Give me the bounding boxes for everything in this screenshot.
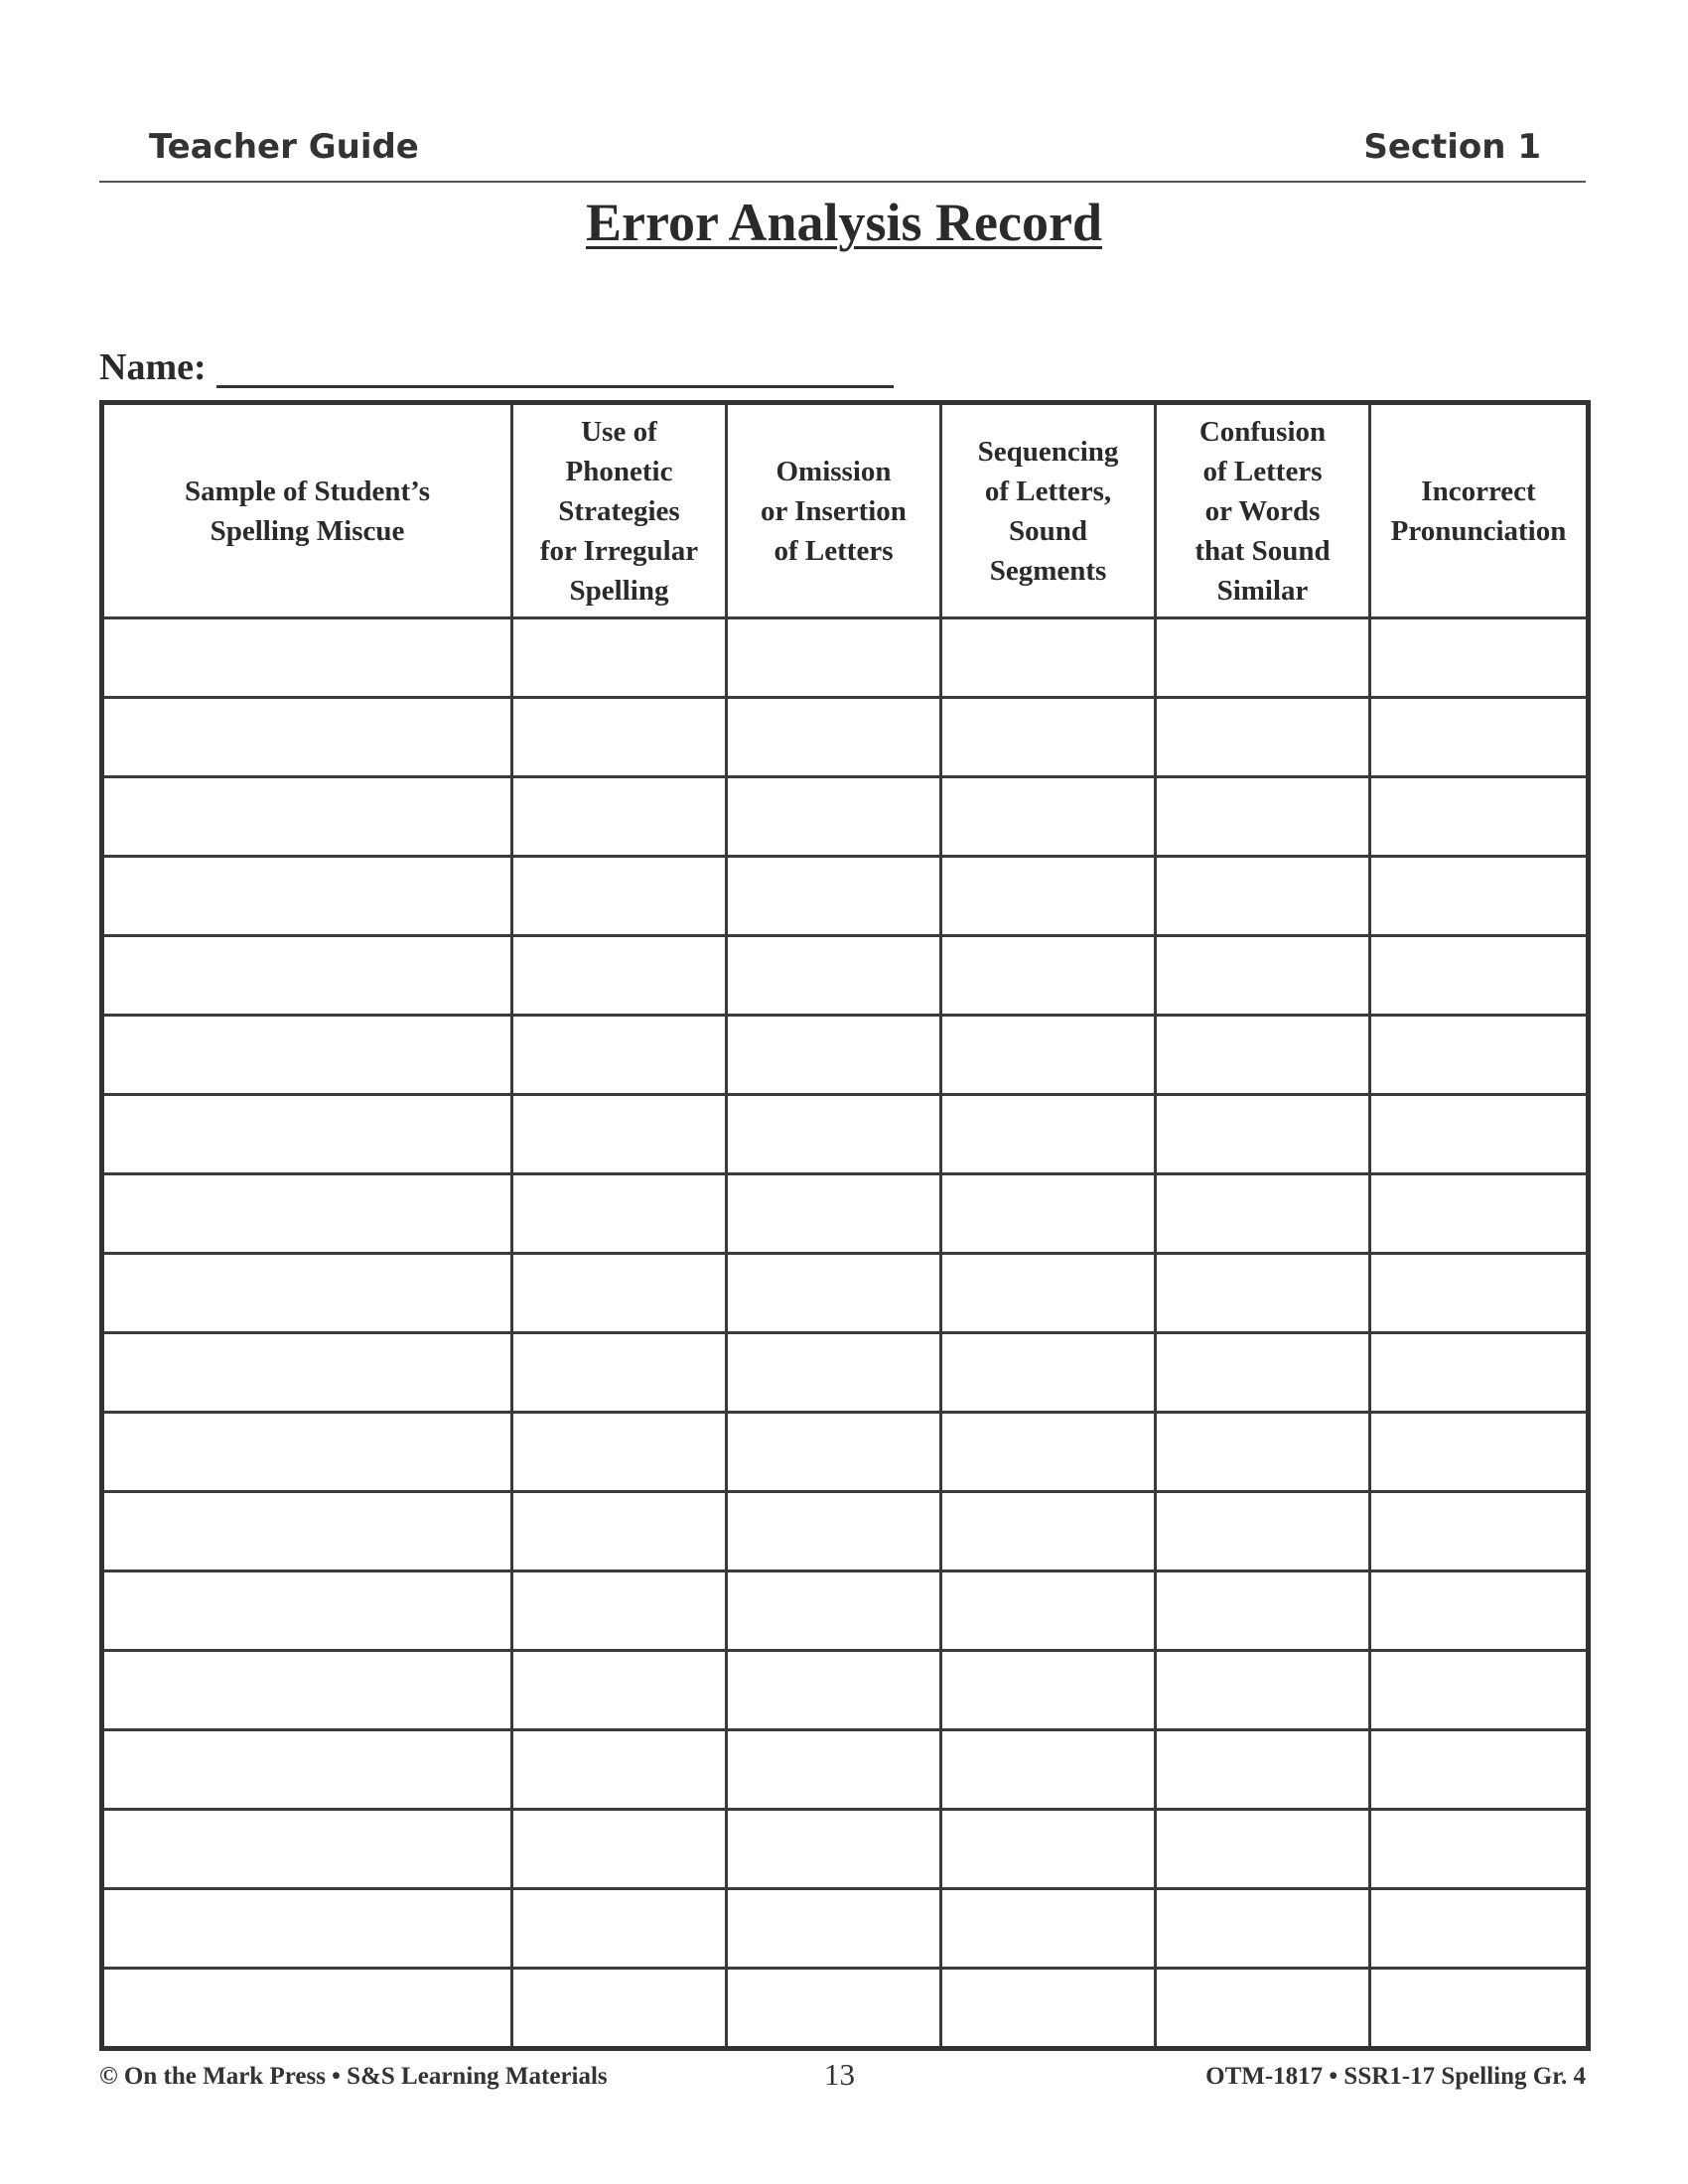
header-section-label: Section 1 bbox=[1363, 127, 1541, 167]
table-row bbox=[102, 1810, 1589, 1889]
table-cell[interactable] bbox=[1370, 1730, 1589, 1810]
table-cell[interactable] bbox=[102, 1413, 512, 1492]
table-cell[interactable] bbox=[102, 1254, 512, 1333]
table-cell[interactable] bbox=[102, 698, 512, 777]
table-cell[interactable] bbox=[1156, 1413, 1370, 1492]
table-cell[interactable] bbox=[941, 698, 1156, 777]
table-row bbox=[102, 1333, 1589, 1413]
page-footer bbox=[99, 2057, 1586, 2097]
table-cell[interactable] bbox=[1370, 1095, 1589, 1174]
table-row bbox=[102, 777, 1589, 857]
table-cell[interactable] bbox=[1156, 1254, 1370, 1333]
table-row bbox=[102, 936, 1589, 1016]
table-row bbox=[102, 1571, 1589, 1651]
table-cell[interactable] bbox=[512, 1730, 727, 1810]
table-cell[interactable] bbox=[102, 1889, 512, 1969]
column-header-confusion: Confusion of Letters or Words that Sound Similar bbox=[1156, 403, 1370, 618]
name-label: Name: bbox=[99, 346, 207, 388]
table-cell[interactable] bbox=[1370, 1016, 1589, 1095]
table-cell[interactable] bbox=[512, 1492, 727, 1571]
table-cell[interactable] bbox=[1370, 1333, 1589, 1413]
table-cell[interactable] bbox=[1370, 1492, 1589, 1571]
table-cell[interactable] bbox=[1370, 1174, 1589, 1254]
table-cell[interactable] bbox=[727, 1413, 941, 1492]
table-cell[interactable] bbox=[1370, 777, 1589, 857]
table-cell[interactable] bbox=[941, 1333, 1156, 1413]
table-cell[interactable] bbox=[1156, 1016, 1370, 1095]
table-cell[interactable] bbox=[727, 698, 941, 777]
table-cell[interactable] bbox=[512, 1333, 727, 1413]
table-cell[interactable] bbox=[1370, 1889, 1589, 1969]
table-cell[interactable] bbox=[727, 1969, 941, 2049]
table-cell[interactable] bbox=[941, 1730, 1156, 1810]
table-cell[interactable] bbox=[727, 618, 941, 698]
table-cell[interactable] bbox=[512, 698, 727, 777]
table-row bbox=[102, 1969, 1589, 2049]
table-cell[interactable] bbox=[512, 1413, 727, 1492]
table-row bbox=[102, 1413, 1589, 1492]
table-cell[interactable] bbox=[1156, 1889, 1370, 1969]
table-row bbox=[102, 1016, 1589, 1095]
table-cell[interactable] bbox=[1370, 1651, 1589, 1730]
table-cell[interactable] bbox=[102, 1571, 512, 1651]
column-header-sequencing: Sequencing of Letters, Sound Segments bbox=[941, 403, 1156, 618]
table-cell[interactable] bbox=[727, 1492, 941, 1571]
table-cell[interactable] bbox=[941, 1969, 1156, 2049]
table-cell[interactable] bbox=[1156, 936, 1370, 1016]
table-cell[interactable] bbox=[1156, 777, 1370, 857]
table-cell[interactable] bbox=[1156, 1730, 1370, 1810]
table-cell[interactable] bbox=[1156, 1174, 1370, 1254]
table-cell[interactable] bbox=[512, 857, 727, 936]
page-title: Error Analysis Record bbox=[586, 193, 1102, 252]
name-row bbox=[99, 345, 894, 390]
table-cell[interactable] bbox=[727, 1333, 941, 1413]
footer-product-code: OTM-1817 • SSR1-17 Spelling Gr. 4 bbox=[1205, 2063, 1586, 2090]
table-cell[interactable] bbox=[102, 1095, 512, 1174]
table-cell[interactable] bbox=[727, 1889, 941, 1969]
column-header-pronunciation: Incorrect Pronunciation bbox=[1370, 403, 1589, 618]
table-cell[interactable] bbox=[727, 1571, 941, 1651]
table-cell[interactable] bbox=[102, 1810, 512, 1889]
table-cell[interactable] bbox=[512, 1095, 727, 1174]
page-number: 13 bbox=[824, 2057, 855, 2092]
table-row bbox=[102, 1174, 1589, 1254]
table-cell[interactable] bbox=[1156, 1492, 1370, 1571]
name-field[interactable] bbox=[216, 385, 894, 388]
table-cell[interactable] bbox=[941, 1016, 1156, 1095]
page-header bbox=[99, 127, 1586, 183]
table-cell[interactable] bbox=[941, 1651, 1156, 1730]
table-cell[interactable] bbox=[1156, 1333, 1370, 1413]
table-cell[interactable] bbox=[102, 1492, 512, 1571]
table-row bbox=[102, 1889, 1589, 1969]
table-cell[interactable] bbox=[1156, 698, 1370, 777]
table-cell[interactable] bbox=[727, 1810, 941, 1889]
table-row bbox=[102, 857, 1589, 936]
table-row bbox=[102, 1730, 1589, 1810]
table-cell[interactable] bbox=[102, 936, 512, 1016]
table-cell[interactable] bbox=[1156, 1571, 1370, 1651]
table-cell[interactable] bbox=[1156, 1095, 1370, 1174]
table-cell[interactable] bbox=[941, 1174, 1156, 1254]
table-cell[interactable] bbox=[1370, 1810, 1589, 1889]
table-row bbox=[102, 1254, 1589, 1333]
table-cell[interactable] bbox=[1156, 618, 1370, 698]
table-cell[interactable] bbox=[941, 1492, 1156, 1571]
table-cell[interactable] bbox=[512, 618, 727, 698]
table-cell[interactable] bbox=[727, 1095, 941, 1174]
table-cell[interactable] bbox=[941, 618, 1156, 698]
table-cell[interactable] bbox=[1156, 857, 1370, 936]
table-cell[interactable] bbox=[1370, 1571, 1589, 1651]
table-cell[interactable] bbox=[941, 936, 1156, 1016]
table-cell[interactable] bbox=[941, 1889, 1156, 1969]
error-analysis-table bbox=[99, 400, 1591, 2051]
table-cell[interactable] bbox=[1370, 936, 1589, 1016]
footer-publisher: © On the Mark Press • S&S Learning Materials bbox=[99, 2063, 608, 2090]
table-row bbox=[102, 618, 1589, 698]
table-cell[interactable] bbox=[102, 618, 512, 698]
table-cell[interactable] bbox=[102, 857, 512, 936]
table-cell[interactable] bbox=[727, 936, 941, 1016]
table-cell[interactable] bbox=[727, 1730, 941, 1810]
table-cell[interactable] bbox=[727, 1016, 941, 1095]
table-cell[interactable] bbox=[1156, 1651, 1370, 1730]
table-cell[interactable] bbox=[102, 1969, 512, 2049]
table-cell[interactable] bbox=[512, 1889, 727, 1969]
table-cell[interactable] bbox=[727, 1651, 941, 1730]
table-cell[interactable] bbox=[512, 1174, 727, 1254]
table-cell[interactable] bbox=[1370, 698, 1589, 777]
table-cell[interactable] bbox=[512, 777, 727, 857]
table-cell[interactable] bbox=[1156, 1810, 1370, 1889]
table-body bbox=[102, 618, 1589, 2049]
table-cell[interactable] bbox=[727, 1174, 941, 1254]
header-guide-label: Teacher Guide bbox=[149, 127, 419, 167]
table-cell[interactable] bbox=[1370, 618, 1589, 698]
table-cell[interactable] bbox=[512, 1571, 727, 1651]
table-cell[interactable] bbox=[512, 1254, 727, 1333]
column-header-phonetic: Use of Phonetic Strategies for Irregular Spelling bbox=[512, 403, 727, 618]
table-cell[interactable] bbox=[512, 1651, 727, 1730]
table-cell[interactable] bbox=[1370, 1254, 1589, 1333]
table-row bbox=[102, 1492, 1589, 1571]
table-cell[interactable] bbox=[941, 777, 1156, 857]
table-cell[interactable] bbox=[102, 1174, 512, 1254]
table-cell[interactable] bbox=[1370, 1969, 1589, 2049]
table-row bbox=[102, 698, 1589, 777]
table-cell[interactable] bbox=[102, 1016, 512, 1095]
table-cell[interactable] bbox=[512, 936, 727, 1016]
table-cell[interactable] bbox=[512, 1016, 727, 1095]
column-header-sample: Sample of Student’s Spelling Miscue bbox=[102, 403, 512, 618]
table-cell[interactable] bbox=[941, 1413, 1156, 1492]
table-cell[interactable] bbox=[102, 1730, 512, 1810]
table-cell[interactable] bbox=[941, 857, 1156, 936]
table-cell[interactable] bbox=[941, 1254, 1156, 1333]
table-cell[interactable] bbox=[727, 1254, 941, 1333]
table-cell[interactable] bbox=[941, 1810, 1156, 1889]
table-cell[interactable] bbox=[1370, 857, 1589, 936]
table-cell[interactable] bbox=[727, 857, 941, 936]
table-cell[interactable] bbox=[512, 1969, 727, 2049]
table-cell[interactable] bbox=[512, 1810, 727, 1889]
table-row bbox=[102, 1095, 1589, 1174]
table-row bbox=[102, 1651, 1589, 1730]
table-cell[interactable] bbox=[1370, 1413, 1589, 1492]
table-cell[interactable] bbox=[941, 1095, 1156, 1174]
table-cell[interactable] bbox=[102, 777, 512, 857]
table-header-row bbox=[102, 403, 1589, 618]
table-cell[interactable] bbox=[727, 777, 941, 857]
table-cell[interactable] bbox=[102, 1651, 512, 1730]
table-cell[interactable] bbox=[102, 1333, 512, 1413]
table-cell[interactable] bbox=[941, 1571, 1156, 1651]
column-header-omission: Omission or Insertion of Letters bbox=[727, 403, 941, 618]
table-cell[interactable] bbox=[1156, 1969, 1370, 2049]
